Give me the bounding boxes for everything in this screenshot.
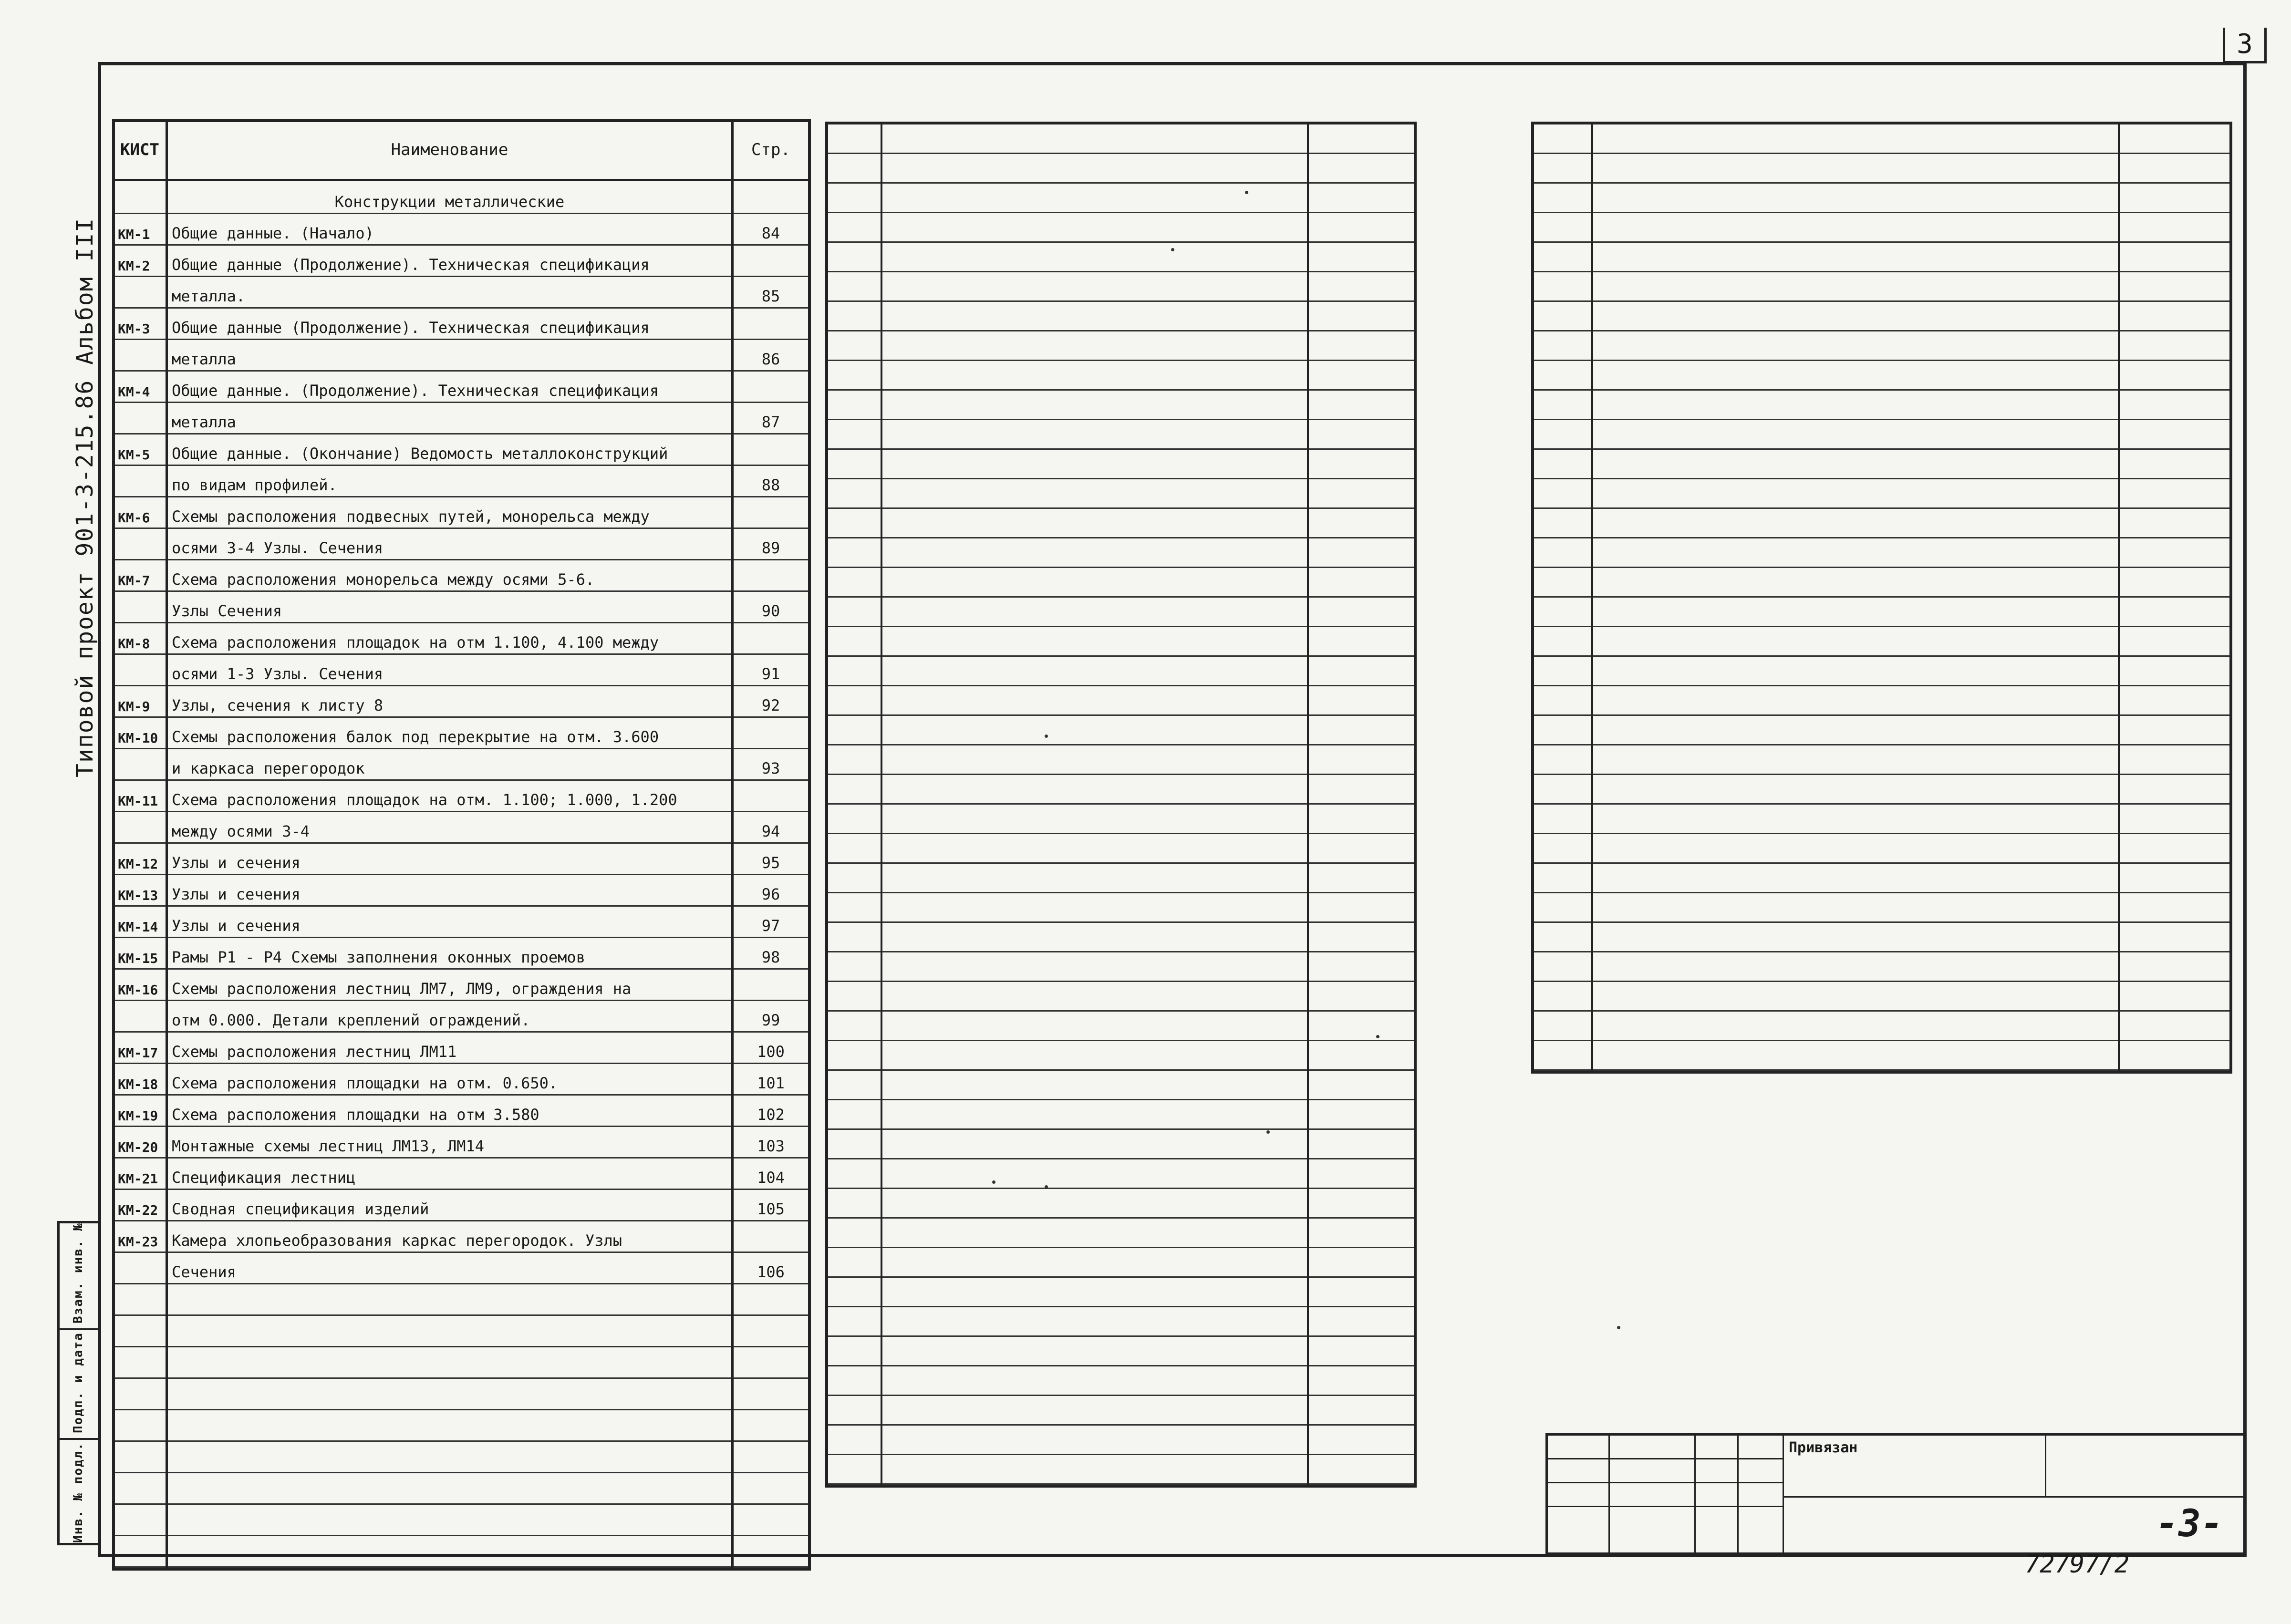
table-row — [115, 371, 808, 403]
row-page — [733, 1504, 809, 1536]
table-row — [115, 623, 808, 654]
row-page — [733, 1221, 809, 1252]
row-name: Сечения — [167, 1252, 733, 1284]
row-code — [115, 1473, 167, 1504]
row-name: Спецификация лестниц — [167, 1158, 733, 1190]
row-name: металла. — [167, 277, 733, 308]
row-page — [733, 1347, 809, 1378]
row-name: Узлы и сечения — [167, 843, 733, 875]
row-name: Схемы расположения балок под перекрытие на отм. 3.600 — [167, 717, 733, 749]
row-code — [115, 1536, 167, 1567]
row-name: Общие данные (Продолжение). Техническая спецификация — [167, 308, 733, 340]
blank-row — [1534, 1011, 2229, 1041]
row-code: КМ-4 — [115, 371, 167, 403]
row-name: Монтажные схемы лестниц ЛМ13, ЛМ14 — [167, 1127, 733, 1158]
blank-row — [828, 331, 1414, 361]
blank-row — [828, 1396, 1414, 1425]
blank-row — [1534, 183, 2229, 213]
blank-row — [828, 982, 1414, 1011]
blank-row — [1534, 597, 2229, 627]
row-page: 95 — [733, 843, 809, 875]
blank-row — [828, 863, 1414, 893]
row-name — [167, 1347, 733, 1378]
blank-row — [1534, 863, 2229, 893]
row-code — [115, 1347, 167, 1378]
row-page — [733, 969, 809, 1001]
row-name: металла — [167, 340, 733, 371]
table-row — [115, 1473, 808, 1504]
blank-row — [1534, 568, 2229, 597]
blank-row — [828, 1011, 1414, 1041]
inventory-number: 72797/2 — [2025, 1550, 2130, 1579]
blank-row — [1534, 656, 2229, 686]
row-code — [115, 1252, 167, 1284]
blank-row — [828, 361, 1414, 390]
blank-row — [828, 1455, 1414, 1484]
table-header — [115, 122, 808, 180]
row-code: КМ-16 — [115, 969, 167, 1001]
table-row — [115, 1032, 808, 1064]
scan-speck — [1171, 248, 1174, 251]
blank-row — [828, 1248, 1414, 1277]
row-name: Узлы и сечения — [167, 875, 733, 906]
row-name — [167, 1315, 733, 1347]
scan-speck — [1045, 734, 1048, 738]
blank-row — [1534, 627, 2229, 656]
blank-row — [828, 715, 1414, 745]
table-row — [115, 654, 808, 686]
row-name — [167, 1410, 733, 1441]
blank-row — [828, 242, 1414, 272]
side-title-area — [67, 110, 110, 777]
blank-row — [1534, 982, 2229, 1011]
blank-row — [828, 1277, 1414, 1307]
blank-row — [828, 1100, 1414, 1129]
row-page — [733, 1536, 809, 1567]
table-row — [115, 403, 808, 434]
row-code: КМ-11 — [115, 780, 167, 812]
blank-row — [1534, 893, 2229, 922]
blank-row — [828, 1366, 1414, 1396]
row-code: КМ-14 — [115, 906, 167, 938]
row-page: 96 — [733, 875, 809, 906]
row-page: 89 — [733, 528, 809, 560]
row-name: между осями 3-4 — [167, 812, 733, 843]
row-page: 93 — [733, 749, 809, 780]
blank-table-middle — [825, 122, 1417, 1488]
blank-row — [828, 745, 1414, 775]
row-page: 101 — [733, 1064, 809, 1095]
table-row — [115, 340, 808, 371]
table-row — [115, 560, 808, 591]
side-title: Типовой проект 901-3-215.86 Альбом III — [72, 217, 98, 777]
blank-row — [828, 449, 1414, 479]
table-row — [115, 1127, 808, 1158]
row-page — [733, 308, 809, 340]
blank-row — [1534, 686, 2229, 715]
row-page: 104 — [733, 1158, 809, 1190]
scan-speck — [1045, 1185, 1048, 1189]
table-row — [115, 1252, 808, 1284]
drawing-list-table — [112, 119, 811, 1571]
row-code: КМ-6 — [115, 497, 167, 528]
blank-row — [1534, 301, 2229, 331]
stamp-vzam-inv: Взам. инв. № — [71, 1222, 85, 1324]
row-name: по видам профилей. — [167, 465, 733, 497]
table-row — [115, 1347, 808, 1378]
row-page: 92 — [733, 686, 809, 717]
table-row — [115, 1410, 808, 1441]
row-page — [733, 371, 809, 403]
row-name — [167, 1536, 733, 1567]
blank-row — [1534, 745, 2229, 775]
blank-row — [1534, 449, 2229, 479]
row-name — [167, 1504, 733, 1536]
blank-row — [828, 597, 1414, 627]
row-code: КМ-8 — [115, 623, 167, 654]
table-row — [115, 1315, 808, 1347]
row-code: КМ-22 — [115, 1190, 167, 1221]
row-page: 105 — [733, 1190, 809, 1221]
row-code — [115, 1504, 167, 1536]
row-page — [733, 1410, 809, 1441]
blank-row — [828, 568, 1414, 597]
blank-row — [828, 1336, 1414, 1366]
table-row — [115, 717, 808, 749]
table-row — [115, 434, 808, 465]
row-page: 106 — [733, 1252, 809, 1284]
row-name: Схемы расположения лестниц ЛМ7, ЛМ9, ограждения на — [167, 969, 733, 1001]
blank-row — [1534, 390, 2229, 420]
row-code — [115, 654, 167, 686]
blank-row — [1534, 775, 2229, 804]
row-page: 99 — [733, 1001, 809, 1032]
row-name: осями 3-4 Узлы. Сечения — [167, 528, 733, 560]
row-code: КМ-10 — [115, 717, 167, 749]
row-page: 97 — [733, 906, 809, 938]
row-name: Схема расположения площадки на отм. 0.650. — [167, 1064, 733, 1095]
row-code: КМ-13 — [115, 875, 167, 906]
row-name: Узлы Сечения — [167, 591, 733, 623]
blank-row — [1534, 834, 2229, 863]
row-name — [167, 1473, 733, 1504]
row-page — [733, 1378, 809, 1410]
table-row — [115, 1441, 808, 1473]
blank-row — [1534, 242, 2229, 272]
row-page: 91 — [733, 654, 809, 686]
table-row — [115, 214, 808, 245]
blank-row — [828, 213, 1414, 242]
table-row — [115, 686, 808, 717]
row-code — [115, 528, 167, 560]
row-code: КМ-12 — [115, 843, 167, 875]
row-name: металла — [167, 403, 733, 434]
blank-row — [1534, 124, 2229, 154]
table-row — [115, 245, 808, 277]
table-row — [115, 497, 808, 528]
blank-row — [828, 775, 1414, 804]
table-row — [115, 528, 808, 560]
blank-row — [1534, 1041, 2229, 1070]
blank-row — [1534, 508, 2229, 538]
privyazan-label: Привязан — [1789, 1439, 1858, 1456]
blank-row — [1534, 715, 2229, 745]
row-code: КМ-21 — [115, 1158, 167, 1190]
table-row — [115, 1001, 808, 1032]
row-name: отм 0.000. Детали креплений ограждений. — [167, 1001, 733, 1032]
blank-row — [828, 922, 1414, 952]
blank-row — [1534, 361, 2229, 390]
row-code — [115, 1441, 167, 1473]
row-page: 84 — [733, 214, 809, 245]
row-code: КМ-7 — [115, 560, 167, 591]
blank-row — [828, 124, 1414, 154]
blank-row — [828, 1070, 1414, 1100]
blank-row — [828, 154, 1414, 183]
blank-row — [1534, 213, 2229, 242]
table-row — [115, 465, 808, 497]
row-code: КМ-20 — [115, 1127, 167, 1158]
table-row — [115, 875, 808, 906]
row-name: Узлы, сечения к листу 8 — [167, 686, 733, 717]
row-code: КМ-23 — [115, 1221, 167, 1252]
blank-row — [828, 1041, 1414, 1070]
table-row — [115, 1221, 808, 1252]
blank-row — [828, 301, 1414, 331]
table-row — [115, 308, 808, 340]
blank-row — [1534, 154, 2229, 183]
blank-row — [828, 893, 1414, 922]
row-page — [733, 245, 809, 277]
row-page: 88 — [733, 465, 809, 497]
blank-row — [828, 1218, 1414, 1248]
row-name: Схема расположения площадок на отм 1.100, 4.100 между — [167, 623, 733, 654]
table-row — [115, 1158, 808, 1190]
stamp-inv-podl: Инв. № подл. — [71, 1442, 85, 1543]
blank-row — [828, 479, 1414, 508]
blank-row — [828, 627, 1414, 656]
table-row — [115, 277, 808, 308]
row-name: и каркаса перегородок — [167, 749, 733, 780]
blank-row — [1534, 420, 2229, 449]
row-page — [733, 623, 809, 654]
row-code — [115, 812, 167, 843]
blank-row — [1534, 272, 2229, 301]
table-row — [115, 938, 808, 969]
row-code — [115, 591, 167, 623]
section-row — [115, 180, 808, 214]
table-row — [115, 843, 808, 875]
row-code: КМ-3 — [115, 308, 167, 340]
row-code: КМ-15 — [115, 938, 167, 969]
blank-row — [1534, 331, 2229, 361]
row-code — [115, 1284, 167, 1315]
table-row — [115, 1095, 808, 1127]
row-page — [733, 497, 809, 528]
blank-row — [828, 508, 1414, 538]
blank-row — [1534, 479, 2229, 508]
row-name: осями 1-3 Узлы. Сечения — [167, 654, 733, 686]
table-row — [115, 1536, 808, 1567]
table-row — [115, 1504, 808, 1536]
blank-row — [828, 656, 1414, 686]
scan-speck — [1245, 191, 1248, 194]
blank-row — [828, 686, 1414, 715]
row-code — [115, 277, 167, 308]
row-code — [115, 340, 167, 371]
row-name: Схема расположения площадки на отм 3.580 — [167, 1095, 733, 1127]
sheet-number: 3 — [2237, 29, 2253, 60]
title-block — [1545, 1433, 2247, 1555]
row-code: КМ-1 — [115, 214, 167, 245]
table-row — [115, 780, 808, 812]
scan-speck — [1617, 1326, 1620, 1329]
table-row — [115, 1190, 808, 1221]
row-code: КМ-5 — [115, 434, 167, 465]
row-page: 87 — [733, 403, 809, 434]
header-code: КИСТ — [115, 122, 167, 180]
row-name: Схемы расположения подвесных путей, монорельса между — [167, 497, 733, 528]
row-name: Схема расположения монорельса между осями 5-6. — [167, 560, 733, 591]
row-page: 103 — [733, 1127, 809, 1158]
blank-row — [1534, 952, 2229, 982]
blank-row — [1534, 804, 2229, 834]
row-name: Схемы расположения лестниц ЛМ11 — [167, 1032, 733, 1064]
blank-table-right — [1531, 122, 2232, 1074]
blank-row — [828, 1425, 1414, 1455]
blank-row — [828, 272, 1414, 301]
stamp-column — [57, 1221, 100, 1545]
blank-row — [828, 183, 1414, 213]
row-name: Рамы Р1 - Р4 Схемы заполнения оконных проемов — [167, 938, 733, 969]
blank-row — [828, 834, 1414, 863]
row-code: КМ-18 — [115, 1064, 167, 1095]
row-page: 94 — [733, 812, 809, 843]
scan-speck — [1266, 1130, 1270, 1134]
blank-row — [828, 1159, 1414, 1189]
blank-row — [828, 420, 1414, 449]
row-name: Схема расположения площадок на отм. 1.100; 1.000, 1.200 — [167, 780, 733, 812]
blank-row — [828, 804, 1414, 834]
header-page: Стр. — [733, 122, 809, 180]
row-page — [733, 1284, 809, 1315]
row-code — [115, 1378, 167, 1410]
row-page — [733, 560, 809, 591]
table-row — [115, 812, 808, 843]
header-name: Наименование — [167, 122, 733, 180]
row-code: КМ-9 — [115, 686, 167, 717]
row-name: Общие данные. (Начало) — [167, 214, 733, 245]
blank-row — [828, 390, 1414, 420]
table-row — [115, 1378, 808, 1410]
table-row — [115, 1284, 808, 1315]
row-code — [115, 1410, 167, 1441]
blank-row — [1534, 538, 2229, 568]
row-code: КМ-19 — [115, 1095, 167, 1127]
row-page: 90 — [733, 591, 809, 623]
row-code — [115, 465, 167, 497]
row-page — [733, 780, 809, 812]
section-title: Конструкции металлические — [167, 180, 733, 214]
row-code — [115, 749, 167, 780]
row-name: Общие данные. (Окончание) Ведомость металлоконструкций — [167, 434, 733, 465]
table-row — [115, 969, 808, 1001]
row-name — [167, 1378, 733, 1410]
table-row — [115, 1064, 808, 1095]
blank-row — [828, 1189, 1414, 1218]
scan-speck — [1376, 1035, 1379, 1038]
row-name: Камера хлопьеобразования каркас перегородок. Узлы — [167, 1221, 733, 1252]
row-code: КМ-2 — [115, 245, 167, 277]
row-page: 98 — [733, 938, 809, 969]
row-name — [167, 1284, 733, 1315]
page-mark: -3- — [2156, 1502, 2223, 1545]
table-row — [115, 591, 808, 623]
row-page — [733, 1315, 809, 1347]
row-code: КМ-17 — [115, 1032, 167, 1064]
scan-speck — [992, 1180, 995, 1184]
row-code — [115, 403, 167, 434]
row-page — [733, 1473, 809, 1504]
row-name: Общие данные (Продолжение). Техническая спецификация — [167, 245, 733, 277]
blank-row — [828, 952, 1414, 982]
blank-row — [1534, 922, 2229, 952]
row-name: Узлы и сечения — [167, 906, 733, 938]
blank-row — [828, 1129, 1414, 1159]
table-row — [115, 749, 808, 780]
row-page: 86 — [733, 340, 809, 371]
stamp-podp-data: Подп. и дата — [71, 1332, 85, 1433]
row-page — [733, 434, 809, 465]
row-code — [115, 1001, 167, 1032]
blank-row — [828, 538, 1414, 568]
row-page — [733, 1441, 809, 1473]
row-name — [167, 1441, 733, 1473]
row-page — [733, 717, 809, 749]
row-name: Общие данные. (Продолжение). Техническая спецификация — [167, 371, 733, 403]
row-page: 102 — [733, 1095, 809, 1127]
row-page: 100 — [733, 1032, 809, 1064]
row-page: 85 — [733, 277, 809, 308]
row-name: Сводная спецификация изделий — [167, 1190, 733, 1221]
row-code — [115, 1315, 167, 1347]
table-row — [115, 906, 808, 938]
blank-row — [828, 1307, 1414, 1336]
